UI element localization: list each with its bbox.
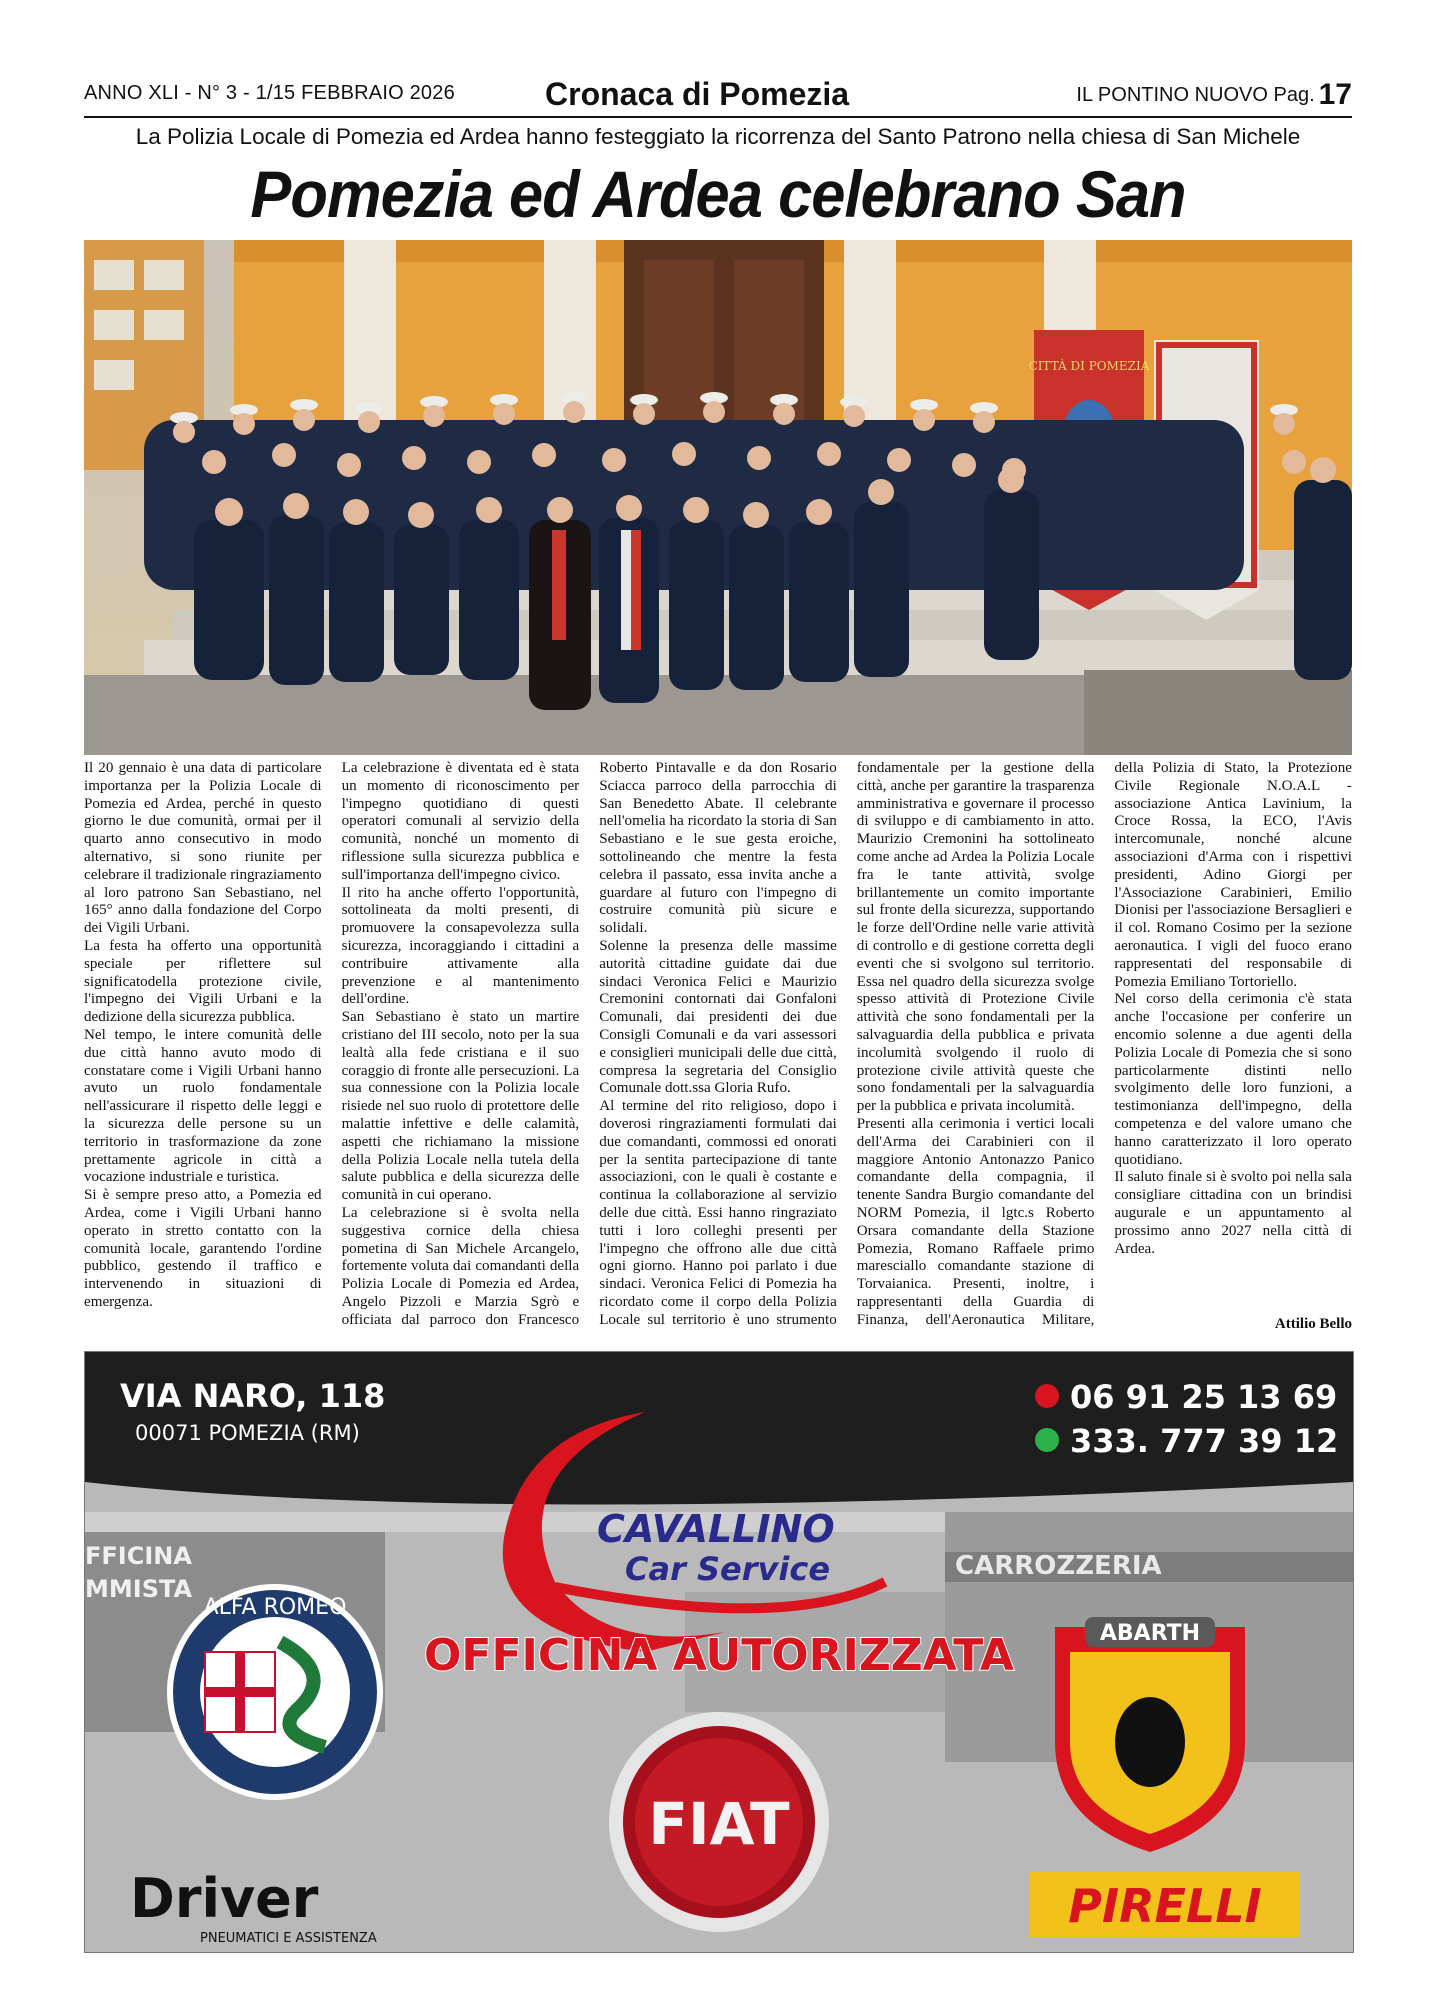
ad-bg-sign-mmista: MMISTA [85,1575,193,1603]
fiat-text: FIAT [648,1790,790,1858]
newspaper-page [1076,78,1352,112]
article-body [84,760,1352,1335]
pirelli-logo: PIRELLI [1068,1879,1262,1933]
ad-mobile[interactable]: 333. 777 39 12 [1070,1422,1339,1460]
driver-subtitle: PNEUMATICI E ASSISTENZA [200,1931,377,1946]
article-paragraph: San Sebastiano è stato un martire cristiano del III secolo, noto per la sua lealtà alla fede cristiana e il suo coraggio di fronte alle persecuzioni. La sua connessione con la Polizia locale risiede nel suo ruolo di protettore delle malattie infettive e delle calamità, aspetti che richiamano la missione della Polizia Locale nella tutela della salute pubblica e della sicurezza delle comunità in cui operano. [341,1009,580,1204]
phone-icon [1035,1384,1059,1408]
article-paragraph: La celebrazione si è svolta nella suggestiva cornice della chiesa pometina di San Michele Arcangelo, fortemente voluta dai comandanti della Polizia Locale di Pomezia ed Ardea, Angelo Pizzoli e Marzia Sgrò e officiata dal parroco don Francesco Roberto Pintavalle e da don Rosario Sciacca parroco della parrocchia di San Benedetto Abate. Il celebrante nell'omelia ha ricordato la storia di San Sebastiano e le sue gesta eroiche, sottolineando che mentre la festa celebra il passato, essa invita anche a guardare al futuro con l'impegno di costruire comunità più sicure e solidali. [341,760,837,1328]
group-photo [84,240,1352,755]
advertisement [84,1351,1354,1953]
article-paragraph: Il saluto finale si è svolto poi nella sala consigliare cittadina con un brindisi augurale e un appuntamento al prossimo anno 2027 nella città di Ardea. [1114,1169,1352,1257]
ad-brand-name: CAVALLINO [597,1507,835,1551]
article-paragraph: Al termine del rito religioso, dopo i doverosi ringraziamenti formulati dai due comandanti, commossi ed onorati per la sentita partecipazione di tante associazioni, con le quali è costante e continua la collaborazione al servizio delle due città. Essi hanno ringraziato tutti i loro colleghi presenti per l'impegno che offrono alle due città ogni giorno. Hanno poi parlato i due sindaci. Veronica Felici di Pomezia ha ricordato come il corpo della Polizia Locale sul territorio è uno strumento fondamentale per la gestione della città, anche per garantire la trasparenza amministrativa e governare il processo di sviluppo e di cambiamento in atto. Maurizio Cremonini ha sottolineato come anche ad Ardea la Polizia Locale fra le tante attività, svolge brillantemente un comito importante sul fronte della sicurezza, supportando le forze dell'Ordine nelle varie attività di controllo e di gestione corretta degli eventi che si svolgono sul territorio. Essa nel quadro della sicurezza svolge spesso attività di Protezione Civile attività che sono fondamentali per la salvaguardia della pubblica e privata incolumità svolgendo il ruolo di protezione civile attività queste che sono fondamentali per la salvaguardia per la pubblica e privata incolumità. [599,760,1095,1328]
article-paragraph: Nel corso della cerimonia c'è stata anche l'occasione per conferire un encomio solenne a due agenti della Polizia Locale di Pomezia che si sono particolarmente distinti nello svolgimento delle loro funzioni, a testimonianza dell'impegno, della competenza e del valore umano che hanno caratterizzato il loro operato quotidiano. [1114,991,1352,1168]
ad-city: 00071 POMEZIA (RM) [135,1421,360,1445]
article-paragraph: La celebrazione è diventata ed è stata un momento di riconoscimento per l'impegno quotidiano di questi operatori comunali al servizio della comunità, nonché un momento di riflessione sulla sicurezza pubblica e sull'importanza dell'impegno civico. [341,760,580,883]
article-byline: Attilio Bello [1274,1316,1352,1332]
section-title: Cronaca di Pomezia [545,76,850,112]
ad-brand-subtitle: Car Service [625,1550,831,1588]
ad-phone[interactable]: 06 91 25 13 69 [1070,1378,1338,1416]
article-paragraph: La festa ha offerto una opportunità speciale per riflettere sul significatodella protezione civile, l'impegno dei Vigili Urbani e la dedizione della sicurezza pubblica. [84,937,322,1026]
ad-banner: OFFICINA AUTORIZZATA [424,1630,1014,1681]
whatsapp-icon [1035,1428,1059,1452]
article-headline: Pomezia ed Ardea celebrano San [250,157,1186,231]
page-number: 17 [1318,78,1352,111]
driver-logo: Driver [130,1867,319,1930]
article-paragraph: Il 20 gennaio è una data di particolare importanza per la Polizia Locale di Pomezia ed Ardea, perché in questo giorno le due comunità, ormai per il quarto anno consecutivo in modo alternativo, si sono riunite per celebrare il tradizionale ringraziamento al loro patrono San Sebastiano, nel 165° anno dalla fondazione del Corpo dei Vigili Urbani. [84,760,322,937]
group-photo-illustration [84,240,1352,755]
article-paragraph: Solenne la presenza delle massime autorità cittadine guidate dai due sindaci Veronica Felici e Maurizio Cremonini contornati dai Gonfaloni Comunali, dai presidenti dei due Consigli Comunali e da vari assessori e consiglieri municipali delle due città, compresa la segretaria del Consiglio Comunale dott.ssa Gloria Rufo. [599,937,837,1097]
article-paragraph: Nel tempo, le intere comunità delle due città hanno avuto modo di constatare come i Vigili Urbani hanno avuto un ruolo fondamentale nell'assicurare il rispetto delle leggi e la sicurezza delle persone su un territorio in trasformazione da zone prettamente agricole in città a vocazione industriale e turistica. [84,1026,322,1186]
article-paragraph: Il rito ha anche offerto l'opportunità, sottolineata da molti presenti, di promuovere la consapevolezza sulla sicurezza, incoraggiando i cittadini a contribuire attivamente alla prevenzione e al mantenimento dell'ordine. [341,884,580,1008]
alfa-romeo-logo [170,1587,380,1797]
abarth-text: ABARTH [1099,1621,1201,1646]
issue-info: ANNO XLI - N° 3 - 1/15 FEBBRAIO 2026 [84,82,455,104]
ad-address: VIA NARO, 118 [120,1377,386,1415]
article-paragraph: Presenti alla cerimonia i vertici locali dell'Arma dei Carabinieri con il maggiore Antonio Antonazzo Panico comandante della compagnia, il tenente Sandra Burgio comandante del NORM Pomezia, il lgtc.s Roberto Orsara comandante della Stazione Pomezia, Romano Raffaele primo maresciallo comandante stazione di Torvaianica. Presenti, inoltre, i rappresentanti della Guardia di Finanza, dell'Aeronautica Militare, della Polizia di Stato, la Protezione Civile Regionale N.O.A.L - associazione Antica Lavinium, la Croce Rossa, la ECO, l'Avis intercomunale, nonché alcune associazioni d'Arma con i rispettivi presidenti, Adino Giorgi per l'Associazione Carabinieri, Emilio Dionisi per l'associazione Bersaglieri e il col. Romano Cosimo per la sezione aeronautica. I vigli del fuoco erano rappresentati del responsabile di Pomezia Emiliano Tortoriello. [856,760,1352,1328]
header-rule [84,116,1352,118]
banner-text: CITTÀ DI POMEZIA [1028,359,1150,373]
ad-bg-sign-officina: FFICINA [85,1542,192,1570]
article-kicker: La Polizia Locale di Pomezia ed Ardea hanno festeggiato la ricorrenza del Santo Patrono nella chiesa di San Michele [135,124,1301,149]
article-paragraph: Si è sempre preso atto, a Pomezia ed Ardea, come i Vigili Urbani hanno operato in stretto contatto con la comunità locale, garantendo l'ordine pubblico, gestendo il traffico e intervenendo in situazioni di emergenza. [84,1187,322,1310]
fiat-logo [609,1712,829,1932]
ad-artwork [85,1352,1353,1952]
alfa-romeo-text: ALFA ROMEO [203,1595,347,1620]
ad-bg-sign-carrozzeria: CARROZZERIA [955,1551,1162,1581]
newspaper-name: IL PONTINO NUOVO Pag. [1076,84,1315,106]
